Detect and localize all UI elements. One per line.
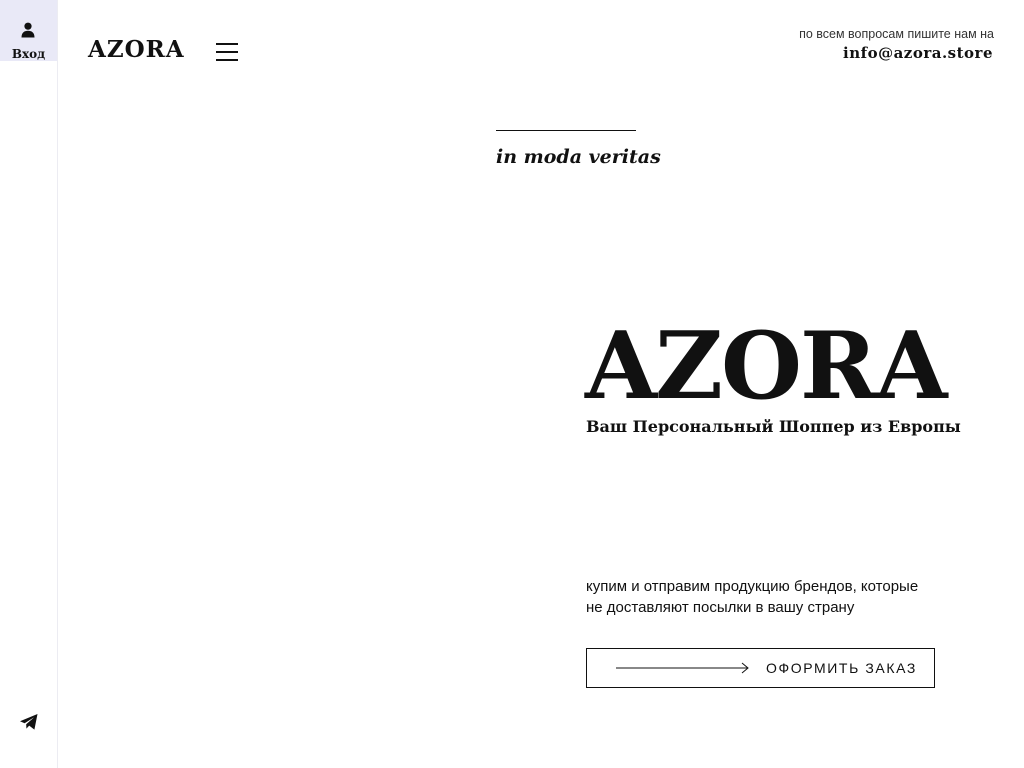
telegram-icon[interactable] (19, 713, 39, 731)
contact-email-link[interactable]: info@azora.store (843, 44, 993, 62)
order-button-label: ОФОРМИТЬ ЗАКАЗ (766, 660, 917, 676)
hero-description-line: не доставляют посылки в вашу страну (586, 599, 855, 616)
hero-description-line: купим и отправим продукцию брендов, которые (586, 578, 919, 595)
hero-brand-title: AZORA (585, 311, 946, 420)
login-button[interactable] (0, 0, 57, 61)
tagline-divider (496, 130, 636, 131)
contact-note: по всем вопросам пишите нам на (799, 27, 994, 41)
left-sidebar (0, 0, 58, 768)
header-logo[interactable]: AZORA (88, 36, 185, 63)
arrow-right-icon (616, 661, 751, 675)
hamburger-menu-icon[interactable] (214, 40, 240, 62)
order-button[interactable] (586, 648, 935, 688)
hero-description (586, 576, 966, 618)
login-label: Вход (11, 47, 46, 61)
hero-subtitle: Ваш Персональный Шоппер из Европы (586, 417, 961, 436)
tagline: in moda veritas (496, 146, 661, 168)
user-icon (21, 22, 35, 38)
